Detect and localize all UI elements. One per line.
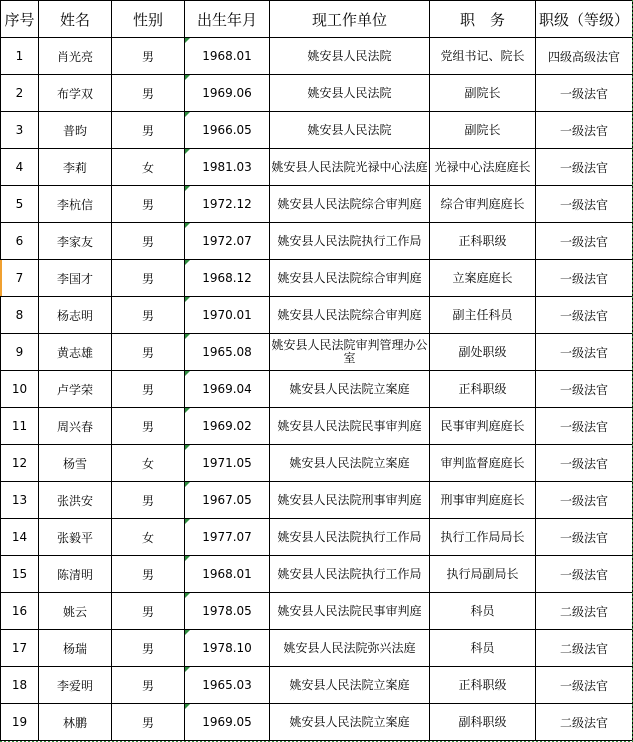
cell-name[interactable]: 普昀	[39, 112, 112, 149]
cell-rank[interactable]: 二级法官	[536, 630, 633, 667]
cell-rank[interactable]: 一级法官	[536, 75, 633, 112]
cell-rank[interactable]: 一级法官	[536, 112, 633, 149]
cell-birth[interactable]: 1969.02	[185, 408, 270, 445]
cell-post[interactable]: 光禄中心法庭庭长	[430, 149, 536, 186]
table-row	[1, 223, 633, 260]
cell-idx[interactable]: 10	[1, 371, 39, 408]
cell-post[interactable]: 副处职级	[430, 334, 536, 371]
cell-birth[interactable]: 1969.05	[185, 704, 270, 741]
cell-idx[interactable]: 3	[1, 112, 39, 149]
cell-unit[interactable]: 姚安县人民法院民事审判庭	[270, 593, 430, 630]
cell-gender[interactable]: 男	[112, 482, 185, 519]
cell-rank[interactable]: 一级法官	[536, 186, 633, 223]
cell-idx[interactable]: 1	[1, 38, 39, 75]
cell-post[interactable]: 审判监督庭庭长	[430, 445, 536, 482]
cell-rank[interactable]: 一级法官	[536, 371, 633, 408]
table-row	[1, 334, 633, 371]
cell-unit[interactable]: 姚安县人民法院刑事审判庭	[270, 482, 430, 519]
cell-birth[interactable]: 1978.10	[185, 630, 270, 667]
cell-birth[interactable]: 1968.01	[185, 556, 270, 593]
cell-unit[interactable]: 姚安县人民法院执行工作局	[270, 223, 430, 260]
cell-rank[interactable]: 一级法官	[536, 297, 633, 334]
cell-gender[interactable]: 女	[112, 445, 185, 482]
cell-rank[interactable]: 二级法官	[536, 704, 633, 741]
cell-name[interactable]: 卢学荣	[39, 371, 112, 408]
table-row	[1, 260, 633, 297]
cell-gender[interactable]: 男	[112, 38, 185, 75]
cell-name[interactable]: 林鹏	[39, 704, 112, 741]
cell-rank[interactable]: 一级法官	[536, 482, 633, 519]
cell-name[interactable]: 肖光亮	[39, 38, 112, 75]
cell-post[interactable]: 副院长	[430, 112, 536, 149]
cell-rank[interactable]: 四级高级法官	[536, 38, 633, 75]
cell-name[interactable]: 姚云	[39, 593, 112, 630]
table-row	[1, 445, 633, 482]
cell-birth[interactable]: 1966.05	[185, 112, 270, 149]
cell-idx[interactable]: 18	[1, 667, 39, 704]
cell-gender[interactable]: 男	[112, 408, 185, 445]
header-birth[interactable]: 出生年月	[185, 1, 270, 38]
cell-rank[interactable]: 一级法官	[536, 260, 633, 297]
cell-gender[interactable]: 男	[112, 334, 185, 371]
cell-unit[interactable]: 姚安县人民法院综合审判庭	[270, 186, 430, 223]
cell-name[interactable]: 李莉	[39, 149, 112, 186]
table-body	[1, 38, 633, 741]
cell-idx[interactable]: 11	[1, 408, 39, 445]
cell-post[interactable]: 民事审判庭庭长	[430, 408, 536, 445]
cell-unit[interactable]: 姚安县人民法院执行工作局	[270, 556, 430, 593]
cell-post[interactable]: 科员	[430, 593, 536, 630]
cell-name[interactable]: 李国才	[39, 260, 112, 297]
cell-rank[interactable]: 二级法官	[536, 593, 633, 630]
table-row	[1, 149, 633, 186]
cell-rank[interactable]: 一级法官	[536, 223, 633, 260]
selection-marker	[0, 260, 2, 296]
cell-birth[interactable]: 1969.06	[185, 75, 270, 112]
cell-post[interactable]: 副主任科员	[430, 297, 536, 334]
cell-gender[interactable]: 男	[112, 297, 185, 334]
cell-unit[interactable]: 姚安县人民法院综合审判庭	[270, 260, 430, 297]
table-row	[1, 482, 633, 519]
cell-unit[interactable]: 姚安县人民法院立案庭	[270, 371, 430, 408]
cell-unit[interactable]: 姚安县人民法院立案庭	[270, 704, 430, 741]
cell-idx[interactable]: 13	[1, 482, 39, 519]
cell-gender[interactable]: 男	[112, 260, 185, 297]
cell-birth[interactable]: 1968.12	[185, 260, 270, 297]
cell-idx[interactable]: 6	[1, 223, 39, 260]
cell-rank[interactable]: 一级法官	[536, 667, 633, 704]
cell-birth[interactable]: 1968.01	[185, 38, 270, 75]
cell-name[interactable]: 李家友	[39, 223, 112, 260]
cell-birth[interactable]: 1972.07	[185, 223, 270, 260]
cell-name[interactable]: 张毅平	[39, 519, 112, 556]
cell-idx[interactable]: 5	[1, 186, 39, 223]
table-row	[1, 519, 633, 556]
cell-rank[interactable]: 一级法官	[536, 408, 633, 445]
table-row	[1, 297, 633, 334]
cell-name[interactable]: 李杭信	[39, 186, 112, 223]
cell-unit[interactable]: 姚安县人民法院	[270, 38, 430, 75]
cell-post[interactable]: 刑事审判庭庭长	[430, 482, 536, 519]
cell-post[interactable]: 执行局副局长	[430, 556, 536, 593]
cell-gender[interactable]: 男	[112, 112, 185, 149]
cell-unit[interactable]: 姚安县人民法院立案庭	[270, 445, 430, 482]
cell-rank[interactable]: 一级法官	[536, 334, 633, 371]
cell-unit[interactable]: 姚安县人民法院立案庭	[270, 667, 430, 704]
cell-unit[interactable]: 姚安县人民法院执行工作局	[270, 519, 430, 556]
cell-post[interactable]: 综合审判庭庭长	[430, 186, 536, 223]
cell-post[interactable]: 副科职级	[430, 704, 536, 741]
cell-gender[interactable]: 女	[112, 149, 185, 186]
cell-rank[interactable]: 一级法官	[536, 556, 633, 593]
cell-idx[interactable]: 9	[1, 334, 39, 371]
header-rank[interactable]: 职级（等级）	[536, 1, 633, 38]
header-name[interactable]: 姓名	[39, 1, 112, 38]
cell-idx[interactable]: 2	[1, 75, 39, 112]
cell-birth[interactable]: 1965.08	[185, 334, 270, 371]
cell-unit[interactable]: 姚安县人民法院综合审判庭	[270, 297, 430, 334]
cell-idx[interactable]: 4	[1, 149, 39, 186]
table-row	[1, 704, 633, 741]
table-row	[1, 371, 633, 408]
cell-unit[interactable]: 姚安县人民法院	[270, 75, 430, 112]
cell-gender[interactable]: 男	[112, 704, 185, 741]
cell-birth[interactable]: 1977.07	[185, 519, 270, 556]
header-gender[interactable]: 性别	[112, 1, 185, 38]
cell-idx[interactable]: 19	[1, 704, 39, 741]
cell-rank[interactable]: 一级法官	[536, 149, 633, 186]
cell-name[interactable]: 杨志明	[39, 297, 112, 334]
table-row	[1, 667, 633, 704]
cell-post[interactable]: 科员	[430, 630, 536, 667]
cell-birth[interactable]: 1972.12	[185, 186, 270, 223]
cell-idx[interactable]: 8	[1, 297, 39, 334]
header-unit[interactable]: 现工作单位	[270, 1, 430, 38]
cell-post[interactable]: 执行工作局局长	[430, 519, 536, 556]
cell-gender[interactable]: 男	[112, 75, 185, 112]
cell-idx[interactable]: 7	[1, 260, 39, 297]
cell-post[interactable]: 副院长	[430, 75, 536, 112]
cell-unit[interactable]: 姚安县人民法院民事审判庭	[270, 408, 430, 445]
table-row	[1, 75, 633, 112]
cell-birth[interactable]: 1969.04	[185, 371, 270, 408]
cell-name[interactable]: 陈清明	[39, 556, 112, 593]
cell-gender[interactable]: 男	[112, 667, 185, 704]
cell-unit[interactable]: 姚安县人民法院光禄中心法庭	[270, 149, 430, 186]
cell-post[interactable]: 正科职级	[430, 371, 536, 408]
cell-birth[interactable]: 1981.03	[185, 149, 270, 186]
cell-gender[interactable]: 男	[112, 186, 185, 223]
cell-rank[interactable]: 一级法官	[536, 519, 633, 556]
cell-gender[interactable]: 男	[112, 556, 185, 593]
cell-name[interactable]: 杨雪	[39, 445, 112, 482]
cell-birth[interactable]: 1971.05	[185, 445, 270, 482]
cell-birth[interactable]: 1978.05	[185, 593, 270, 630]
header-post[interactable]: 职 务	[430, 1, 536, 38]
header-idx[interactable]: 序号	[1, 1, 39, 38]
cell-idx[interactable]: 16	[1, 593, 39, 630]
cell-idx[interactable]: 15	[1, 556, 39, 593]
cell-birth[interactable]: 1970.01	[185, 297, 270, 334]
header-row	[1, 1, 633, 38]
cell-unit[interactable]: 姚安县人民法院弥兴法庭	[270, 630, 430, 667]
cell-birth[interactable]: 1965.03	[185, 667, 270, 704]
cell-idx[interactable]: 17	[1, 630, 39, 667]
cell-name[interactable]: 张洪安	[39, 482, 112, 519]
cell-gender[interactable]: 男	[112, 371, 185, 408]
cell-rank[interactable]: 一级法官	[536, 445, 633, 482]
cell-gender[interactable]: 男	[112, 593, 185, 630]
cell-name[interactable]: 杨瑞	[39, 630, 112, 667]
cell-post[interactable]: 正科职级	[430, 667, 536, 704]
table-row	[1, 593, 633, 630]
cell-name[interactable]: 周兴春	[39, 408, 112, 445]
table-row	[1, 408, 633, 445]
cell-post[interactable]: 正科职级	[430, 223, 536, 260]
cell-birth[interactable]: 1967.05	[185, 482, 270, 519]
table-row	[1, 630, 633, 667]
cell-post[interactable]: 党组书记、院长	[430, 38, 536, 75]
cell-gender[interactable]: 女	[112, 519, 185, 556]
table-row	[1, 186, 633, 223]
cell-idx[interactable]: 12	[1, 445, 39, 482]
table-row	[1, 38, 633, 75]
table-row	[1, 556, 633, 593]
cell-unit[interactable]: 姚安县人民法院审判管理办公室	[270, 334, 430, 371]
cell-name[interactable]: 黄志雄	[39, 334, 112, 371]
cell-unit[interactable]: 姚安县人民法院	[270, 112, 430, 149]
cell-name[interactable]: 李爱明	[39, 667, 112, 704]
cell-post[interactable]: 立案庭庭长	[430, 260, 536, 297]
cell-idx[interactable]: 14	[1, 519, 39, 556]
cell-gender[interactable]: 男	[112, 223, 185, 260]
cell-gender[interactable]: 男	[112, 630, 185, 667]
cell-name[interactable]: 布学双	[39, 75, 112, 112]
table-row	[1, 112, 633, 149]
